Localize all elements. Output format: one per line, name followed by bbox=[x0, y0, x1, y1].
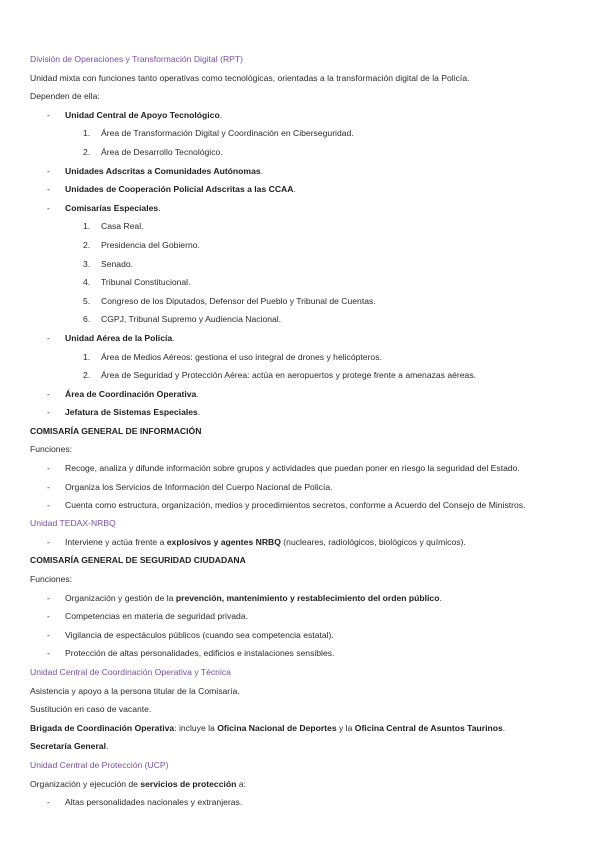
list-subitem: 2. Área de Seguridad y Protección Aérea: actúa en aeropuertos y protege frente a amenazas aéreas. bbox=[83, 370, 477, 381]
list-subitem: 2. Área de Desarrollo Tecnológico. bbox=[83, 146, 223, 157]
tedax-heading: Unidad TEDAX-NRBQ bbox=[30, 518, 116, 529]
secretaria-line: Secretaría General. bbox=[30, 741, 109, 752]
list-subitem: 3. Senado. bbox=[83, 258, 134, 269]
ucp-line: Organización y ejecución de servicios de protección a: bbox=[30, 778, 246, 789]
rpt-description: Unidad mixta con funciones tanto operativas como tecnológicas, orientadas a la transformación digital de la Policía. bbox=[30, 72, 470, 83]
ucot-heading: Unidad Central de Coordinación Operativa y Técnica bbox=[30, 667, 231, 677]
rpt-heading: División de Operaciones y Transformación Digital (RPT) bbox=[30, 54, 244, 64]
list-item: - Protección de altas personalidades, edificios e instalaciones sensibles. bbox=[47, 648, 335, 659]
list-subitem: 5. Congreso de los Diputados, Defensor del Pueblo y Tribunal de Cuentas. bbox=[83, 295, 376, 306]
brigada-line: Brigada de Coordinación Operativa: incluye la Oficina Nacional de Deportes y la Oficina Central de Asuntos Taurinos. bbox=[30, 722, 506, 733]
cgi-heading: COMISARÍA GENERAL DE INFORMACIÓN bbox=[30, 425, 202, 436]
list-item: - Cuenta como estructura, organización, medios y procedimientos secretos, conforme a Acuerdo del Consejo de Ministros. bbox=[47, 500, 526, 511]
list-subitem: 6. CGPJ, Tribunal Supremo y Audiencia Nacional. bbox=[83, 314, 282, 325]
list-subitem: 1. Área de Medios Aéreos: gestiona el uso integral de drones y helicópteros. bbox=[83, 351, 382, 362]
list-item: - Recoge, analiza y difunde información sobre grupos y actividades que puedan poner en riesgo la seguridad del Estado. bbox=[47, 463, 520, 474]
rpt-depend-label: Dependen de ella: bbox=[30, 91, 100, 102]
list-item: - Altas personalidades nacionales y extranjeras. bbox=[47, 797, 243, 808]
cgi-funciones-label: Funciones: bbox=[30, 444, 73, 455]
list-item: - Organiza los Servicios de Información del Cuerpo Nacional de Policía. bbox=[47, 481, 333, 492]
cgsc-heading: COMISARÍA GENERAL DE SEGURIDAD CIUDADANA bbox=[30, 555, 246, 566]
list-subitem: 1. Área de Transformación Digital y Coordinación en Ciberseguridad. bbox=[83, 128, 354, 139]
ucot-line: Sustitución en caso de vacante. bbox=[30, 704, 152, 715]
list-item: - Interviene y actúa frente a explosivos y agentes NRBQ (nucleares, radiológicos, biológicos y químicos). bbox=[47, 536, 466, 547]
list-item-aco: - Área de Coordinación Operativa. bbox=[47, 388, 199, 399]
list-item-comisarias: - Comisarías Especiales. bbox=[47, 202, 161, 213]
ucot-line: Asistencia y apoyo a la persona titular de la Comisaría. bbox=[30, 685, 240, 696]
list-item-uaerea: - Unidad Aérea de la Policía. bbox=[47, 332, 175, 343]
list-subitem: 2. Presidencia del Gobierno. bbox=[83, 239, 200, 250]
list-item-ucat: - Unidad Central de Apoyo Tecnológico. bbox=[47, 109, 223, 120]
list-item-jse: - Jefatura de Sistemas Especiales. bbox=[47, 407, 201, 418]
list-item: - Vigilancia de espectáculos públicos (cuando sea competencia estatal). bbox=[47, 629, 334, 640]
list-item: - Competencias en materia de seguridad privada. bbox=[47, 611, 248, 622]
list-item-uaca: - Unidades Adscritas a Comunidades Autónomas. bbox=[47, 165, 264, 176]
list-subitem: 1. Casa Real. bbox=[83, 221, 144, 232]
ucp-heading: Unidad Central de Protección (UCP) bbox=[30, 759, 169, 770]
list-subitem: 4. Tribunal Constitucional. bbox=[83, 277, 191, 288]
list-item: - Organización y gestión de la prevención, mantenimiento y restablecimiento del orden público. bbox=[47, 592, 442, 603]
cgsc-funciones-label: Funciones: bbox=[30, 574, 73, 585]
list-item-ucpa: - Unidades de Cooperación Policial Adscritas a las CCAA. bbox=[47, 184, 296, 195]
